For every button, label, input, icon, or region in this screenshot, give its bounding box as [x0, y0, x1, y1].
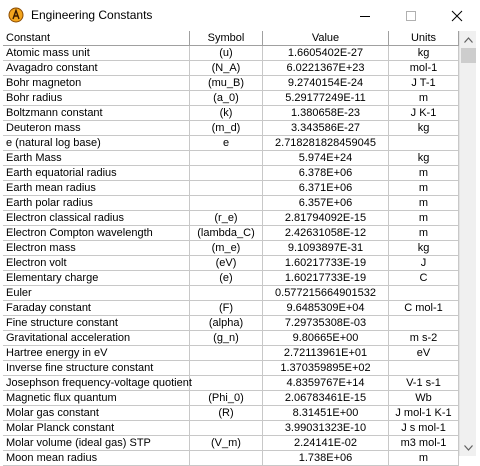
cell-symbol: (F) — [190, 301, 263, 316]
cell-symbol — [190, 451, 263, 466]
table-row[interactable] — [3, 61, 459, 76]
cell-units — [389, 316, 459, 331]
column-header-constant[interactable]: Constant — [3, 31, 190, 46]
cell-constant-name: Atomic mass unit — [3, 46, 190, 61]
cell-constant-name: Electron mass — [3, 241, 190, 256]
cell-value: 8.31451E+00 — [263, 406, 389, 421]
cell-symbol — [190, 286, 263, 301]
cell-value: 9.80665E+00 — [263, 331, 389, 346]
cell-units: m — [389, 181, 459, 196]
scroll-up-button[interactable] — [460, 31, 477, 48]
cell-constant-name: Earth mean radius — [3, 181, 190, 196]
minimize-icon — [360, 11, 370, 21]
cell-units: J K-1 — [389, 106, 459, 121]
cell-value: 2.718281828459045 — [263, 136, 389, 151]
table-row[interactable] — [3, 106, 459, 121]
cell-constant-name: Deuteron mass — [3, 121, 190, 136]
cell-value: 6.0221367E+23 — [263, 61, 389, 76]
cell-constant-name: Molar gas constant — [3, 406, 190, 421]
table-row[interactable] — [3, 406, 459, 421]
cell-units: V-1 s-1 — [389, 376, 459, 391]
cell-units: kg — [389, 121, 459, 136]
cell-value: 1.370359895E+02 — [263, 361, 389, 376]
table-row[interactable] — [3, 376, 459, 391]
cell-value: 6.378E+06 — [263, 166, 389, 181]
cell-constant-name: Gravitational acceleration — [3, 331, 190, 346]
cell-units: m s-2 — [389, 331, 459, 346]
close-icon — [452, 11, 462, 21]
cell-value: 5.974E+24 — [263, 151, 389, 166]
table-row[interactable] — [3, 436, 459, 451]
table-row[interactable] — [3, 391, 459, 406]
cell-units: m — [389, 451, 459, 466]
table-body — [3, 46, 459, 466]
cell-symbol — [190, 376, 263, 391]
cell-symbol: (lambda_C) — [190, 226, 263, 241]
cell-value: 1.738E+06 — [263, 451, 389, 466]
cell-constant-name: Boltzmann constant — [3, 106, 190, 121]
table-row[interactable] — [3, 136, 459, 151]
table-row[interactable] — [3, 256, 459, 271]
close-button[interactable] — [434, 0, 480, 31]
cell-constant-name: Bohr radius — [3, 91, 190, 106]
cell-constant-name: Electron classical radius — [3, 211, 190, 226]
cell-value: 3.99031323E-10 — [263, 421, 389, 436]
cell-value: 0.57721566490153​2 — [263, 286, 389, 301]
cell-constant-name: Electron volt — [3, 256, 190, 271]
cell-value: 2.42631058E-12 — [263, 226, 389, 241]
cell-value: 1.6605402E-27 — [263, 46, 389, 61]
column-header-symbol[interactable]: Symbol — [190, 31, 263, 46]
cell-symbol: (m_e) — [190, 241, 263, 256]
cell-constant-name: Fine structure constant — [3, 316, 190, 331]
cell-symbol: (mu_B) — [190, 76, 263, 91]
table-row[interactable] — [3, 346, 459, 361]
cell-symbol: (R) — [190, 406, 263, 421]
scroll-down-icon — [464, 445, 473, 451]
cell-constant-name: Faraday constant — [3, 301, 190, 316]
cell-value: 5.29177249E-11 — [263, 91, 389, 106]
cell-units: J mol-1 K-1 — [389, 406, 459, 421]
cell-units: m — [389, 91, 459, 106]
cell-units: m — [389, 211, 459, 226]
table-row[interactable] — [3, 451, 459, 466]
cell-units — [389, 286, 459, 301]
table-row[interactable] — [3, 121, 459, 136]
maximize-icon — [406, 11, 416, 21]
app-icon — [8, 7, 24, 23]
cell-value: 9.2740154E-24 — [263, 76, 389, 91]
cell-constant-name: Earth equatorial radius — [3, 166, 190, 181]
column-header-value[interactable]: Value — [263, 31, 389, 46]
table-row[interactable] — [3, 91, 459, 106]
table-row[interactable] — [3, 151, 459, 166]
table-row[interactable] — [3, 241, 459, 256]
cell-value: 1.60217733E-19 — [263, 271, 389, 286]
title-bar[interactable] — [0, 0, 480, 31]
cell-symbol: (alpha) — [190, 316, 263, 331]
cell-value: 2.24141E-02 — [263, 436, 389, 451]
cell-constant-name: Electron Compton wavelength — [3, 226, 190, 241]
cell-symbol — [190, 181, 263, 196]
table-row[interactable] — [3, 316, 459, 331]
cell-units: eV — [389, 346, 459, 361]
cell-symbol: (Phi_0) — [190, 391, 263, 406]
maximize-button[interactable] — [388, 0, 434, 31]
table-row[interactable] — [3, 301, 459, 316]
cell-value: 2.72113961E+01 — [263, 346, 389, 361]
cell-symbol: e — [190, 136, 263, 151]
cell-symbol: (u) — [190, 46, 263, 61]
cell-units: J T-1 — [389, 76, 459, 91]
cell-symbol — [190, 346, 263, 361]
cell-value: 2.06783461E-15 — [263, 391, 389, 406]
cell-symbol: (e) — [190, 271, 263, 286]
table-row[interactable] — [3, 181, 459, 196]
cell-units: C mol-1 — [389, 301, 459, 316]
cell-value: 1.380658E-23 — [263, 106, 389, 121]
scrollbar-thumb[interactable] — [461, 48, 476, 63]
cell-units: m — [389, 226, 459, 241]
cell-value: 9.1093897E-31 — [263, 241, 389, 256]
cell-units — [389, 136, 459, 151]
cell-symbol: (eV) — [190, 256, 263, 271]
cell-constant-name: Earth Mass — [3, 151, 190, 166]
cell-units: m — [389, 166, 459, 181]
table-row[interactable] — [3, 226, 459, 241]
cell-symbol — [190, 166, 263, 181]
cell-units: J — [389, 256, 459, 271]
scroll-down-button[interactable] — [460, 439, 477, 456]
cell-symbol: (r_e) — [190, 211, 263, 226]
cell-constant-name: Josephson frequency-voltage quotient — [3, 376, 190, 391]
table-row[interactable] — [3, 196, 459, 211]
cell-units: m — [389, 196, 459, 211]
cell-value: 9.6485309E+04 — [263, 301, 389, 316]
table-row[interactable] — [3, 166, 459, 181]
cell-value: 6.357E+06 — [263, 196, 389, 211]
cell-constant-name: Molar Planck constant — [3, 421, 190, 436]
scroll-up-icon — [464, 37, 473, 43]
cell-symbol — [190, 196, 263, 211]
cell-value: 2.81794092E-15 — [263, 211, 389, 226]
cell-value: 4.8359767E+14 — [263, 376, 389, 391]
table-row[interactable] — [3, 211, 459, 226]
table-row[interactable] — [3, 331, 459, 346]
table-header — [3, 31, 459, 46]
cell-symbol — [190, 421, 263, 436]
cell-units: kg — [389, 151, 459, 166]
cell-value: 1.60217733E-19 — [263, 256, 389, 271]
table-row[interactable] — [3, 76, 459, 91]
cell-constant-name: Euler — [3, 286, 190, 301]
column-header-units[interactable]: Units — [389, 31, 459, 46]
cell-constant-name: Hartree energy in eV — [3, 346, 190, 361]
cell-constant-name: Magnetic flux quantum — [3, 391, 190, 406]
cell-symbol: (a_0) — [190, 91, 263, 106]
cell-value: 3.343586E-27 — [263, 121, 389, 136]
table-row[interactable] — [3, 421, 459, 436]
cell-symbol — [190, 361, 263, 376]
cell-constant-name: Elementary charge — [3, 271, 190, 286]
window-border — [476, 31, 480, 456]
cell-value: 7.29735308E-03 — [263, 316, 389, 331]
cell-constant-name: e (natural log base) — [3, 136, 190, 151]
table-row[interactable] — [3, 361, 459, 376]
cell-units: C — [389, 271, 459, 286]
cell-symbol: (g_n) — [190, 331, 263, 346]
cell-units: J s mol-1 — [389, 421, 459, 436]
cell-units — [389, 361, 459, 376]
constants-table[interactable] — [3, 31, 459, 464]
cell-units: Wb — [389, 391, 459, 406]
cell-symbol: (k) — [190, 106, 263, 121]
cell-units: m3 mol-1 — [389, 436, 459, 451]
cell-symbol: (N_A) — [190, 61, 263, 76]
cell-symbol: (V_m) — [190, 436, 263, 451]
cell-symbol — [190, 151, 263, 166]
cell-constant-name: Earth polar radius — [3, 196, 190, 211]
table-row[interactable] — [3, 271, 459, 286]
cell-units: kg — [389, 241, 459, 256]
cell-constant-name: Avagadro constant — [3, 61, 190, 76]
vertical-scrollbar[interactable] — [459, 31, 476, 456]
cell-constant-name: Bohr magneton — [3, 76, 190, 91]
cell-constant-name: Molar volume (ideal gas) STP — [3, 436, 190, 451]
cell-value: 6.371E+06 — [263, 181, 389, 196]
window-title: Engineering Constants — [31, 8, 153, 22]
cell-units: kg — [389, 46, 459, 61]
minimize-button[interactable] — [342, 0, 388, 31]
table-row[interactable] — [3, 286, 459, 301]
cell-constant-name: Inverse fine structure constant — [3, 361, 190, 376]
cell-symbol: (m_d) — [190, 121, 263, 136]
cell-constant-name: Moon mean radius — [3, 451, 190, 466]
cell-units: mol-1 — [389, 61, 459, 76]
table-row[interactable] — [3, 46, 459, 61]
